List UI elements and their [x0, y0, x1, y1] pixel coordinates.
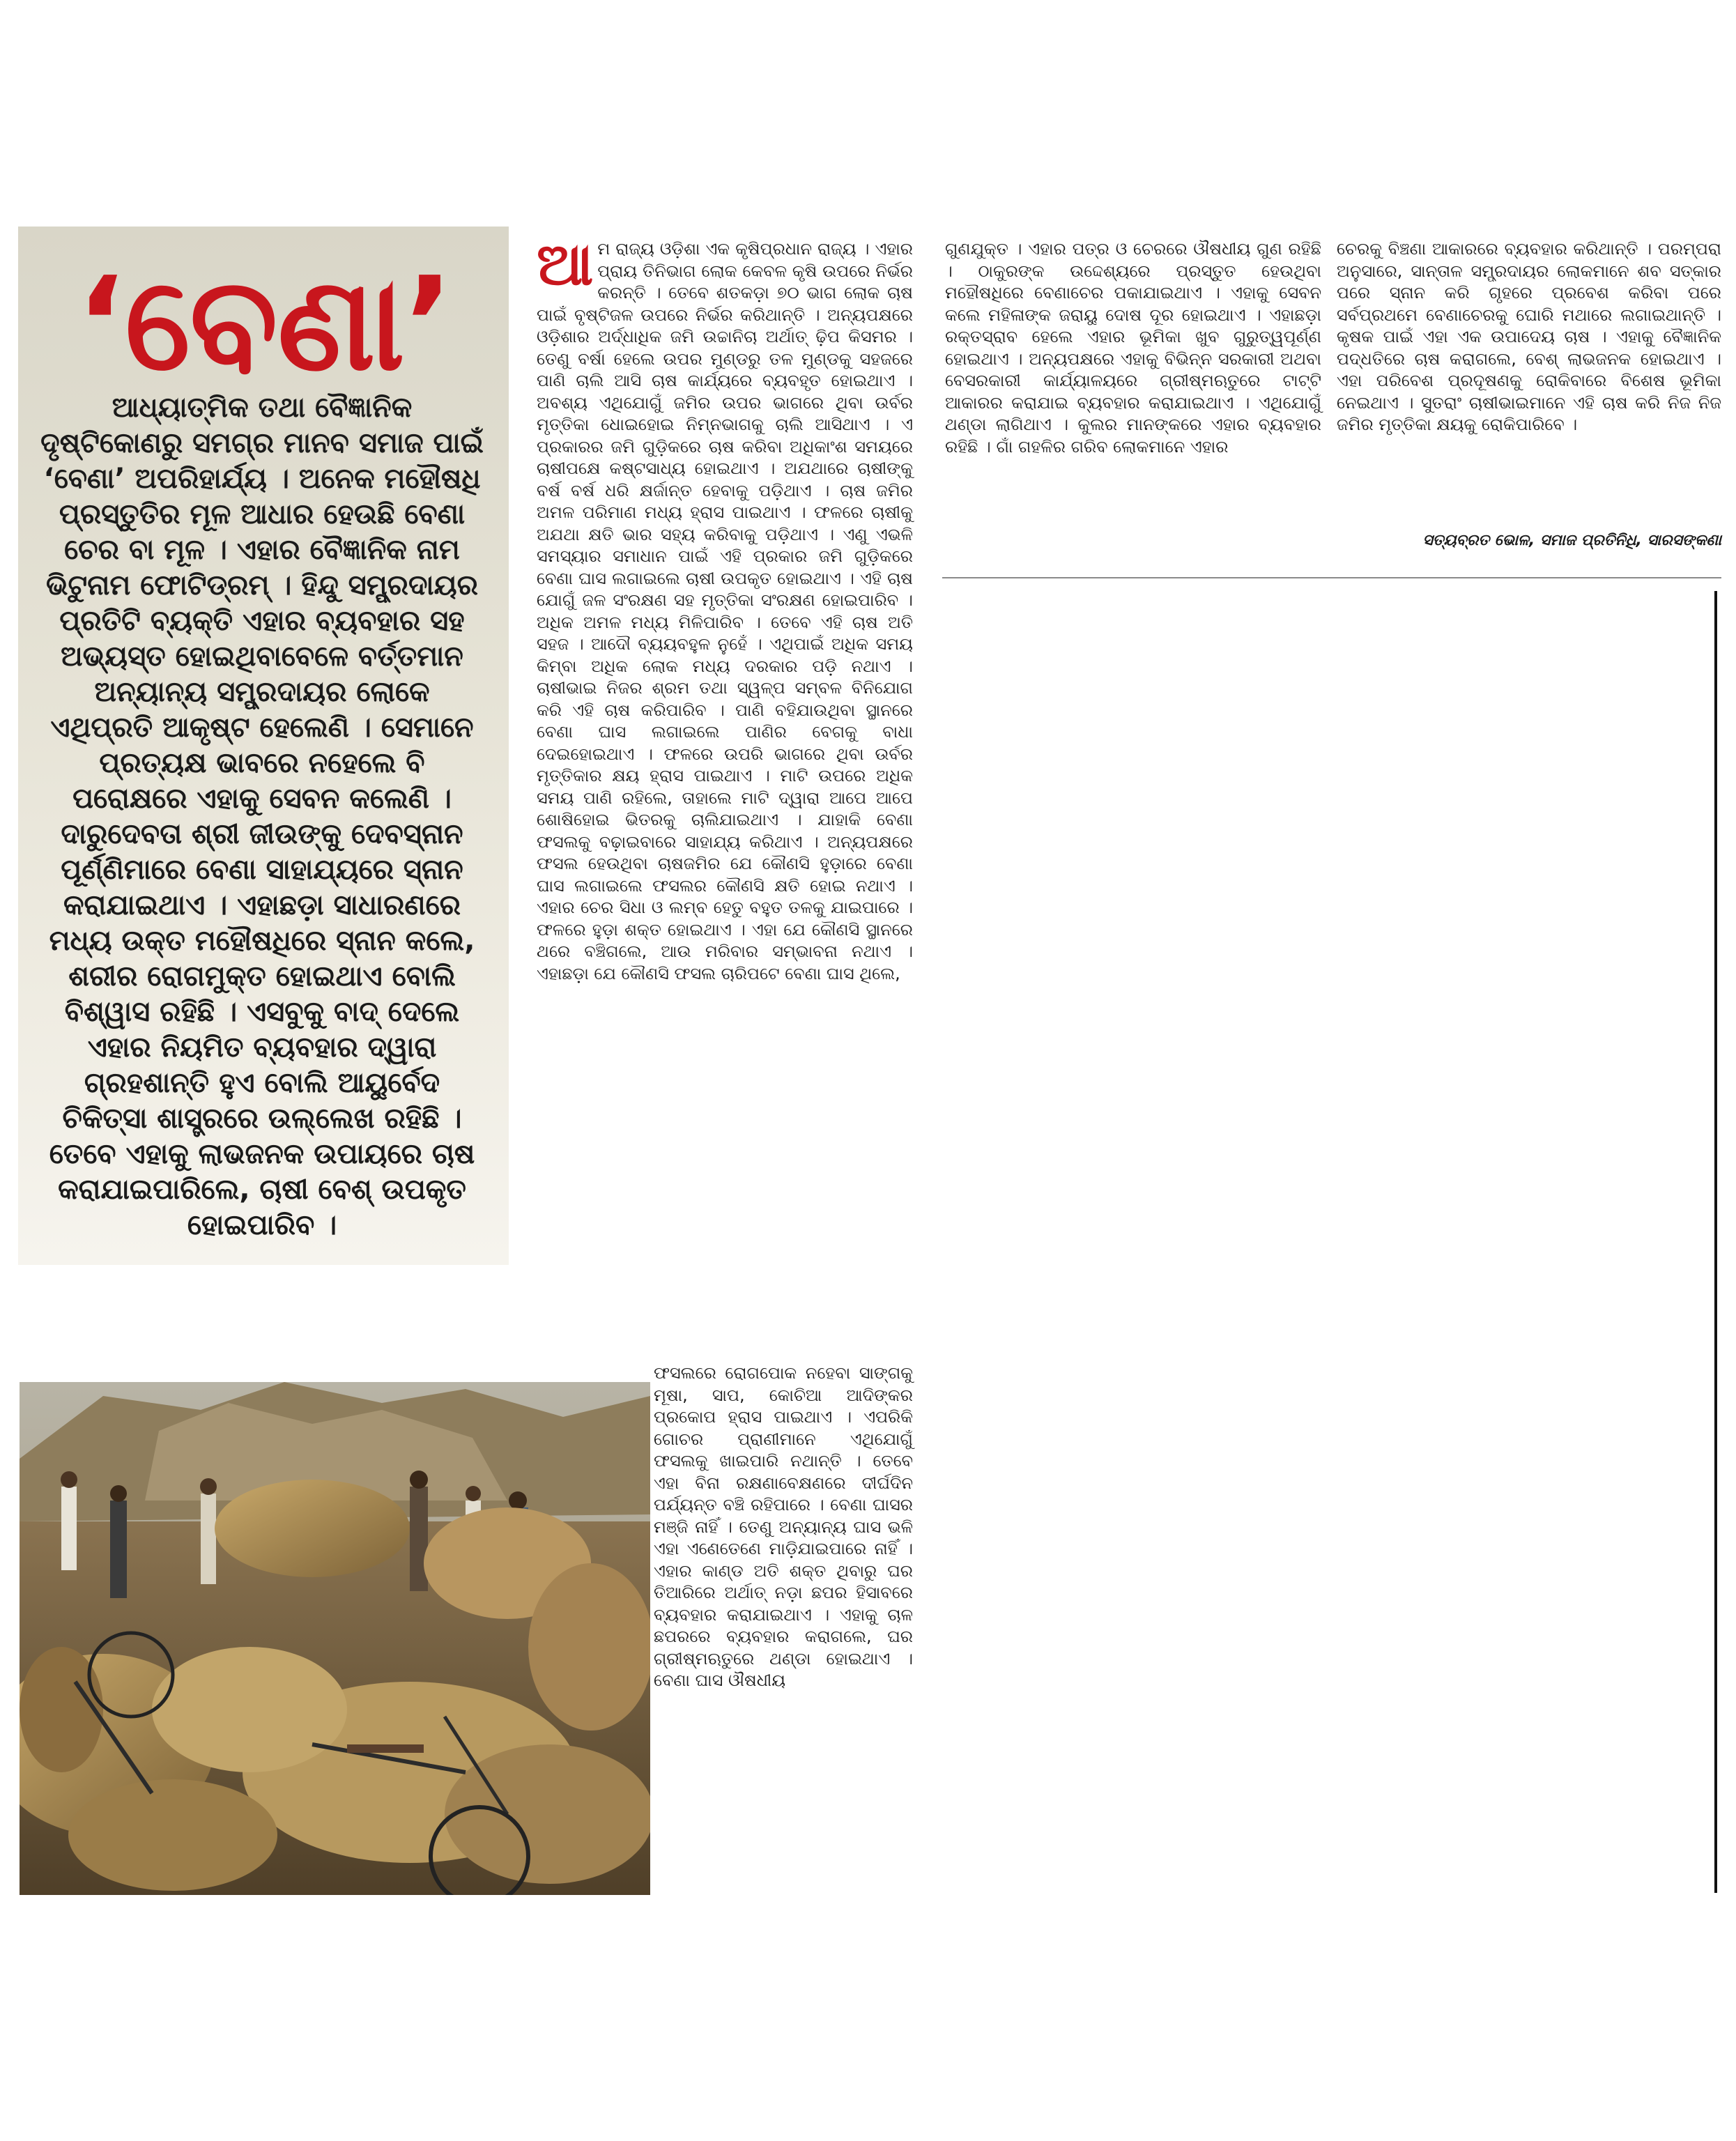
article-column-3: ଚେରକୁ ବିଞ୍ଚଣା ଆକାରରେ ବ୍ୟବହାର କରିଥାନ୍ତି । ପରମ୍ପରା ଅନୁସାରେ, ସାନ୍ତାଳ ସମ୍ପ୍ରଦାୟର ଲୋକମାନେ ଶବ ସତ୍କାର ପରେ ସ୍ନାନ କରି ଗୃହରେ ପ୍ରବେଶ କରିବା ପରେ ସର୍ବପ୍ରଥମେ ବେଣାଚେରକୁ ଘୋରି ମଥାରେ ଲଗାଇଥାନ୍ତି । କୃଷକ ପାଇଁ ଏହା ଏକ ଉପାଦେୟ ଚାଷ । ଏହାକୁ ବୈଜ୍ଞାନିକ ପଦ୍ଧତିରେ ଚାଷ କରାଗଲେ, ବେଶ୍ ଲାଭଜନକ ହୋଇଥାଏ । ଏହା ପରିବେଶ ପ୍ରଦୂଷଣକୁ ରୋକିବାରେ ବିଶେଷ ଭୂମିକା ନେଇଥାଏ । ସୁତରାଂ ଚାଷୀଭାଇମାନେ ଏହି ଚାଷ କରି ନିଜ ନିଜ ଜମିର ମୃତ୍ତିକା କ୍ଷୟକୁ ରୋକିପାରିବେ ।: [1337, 239, 1721, 434]
divider-rule: [942, 577, 1721, 578]
column-1-text: ମ ରାଜ୍ୟ ଓଡ଼ିଶା ଏକ କୃଷିପ୍ରଧାନ ରାଜ୍ୟ । ଏହାର ପ୍ରାୟ ତିନିଭାଗ ଲୋକ କେବଳ କୃଷି ଉପରେ ନିର୍ଭର କରନ୍ତି । ତେବେ ଶତକଡ଼ା ୭୦ ଭାଗ ଲୋକ ଚାଷ ପାଇଁ ବୃଷ୍ଟିଜଳ ଉପରେ ନିର୍ଭର କରିଥାନ୍ତି । ଅନ୍ୟପକ୍ଷରେ ଓଡ଼ିଶାର ଅର୍ଦ୍ଧାଧିକ ଜମି ଉଚ୍ଚାନିଚା ଅର୍ଥାତ୍ ଢ଼ିପ କିସମର । ତେଣୁ ବର୍ଷା ହେଲେ ଉପର ମୁଣ୍ଡରୁ ତଳ ମୁଣ୍ଡକୁ ସହଜରେ ପାଣି ଚାଲି ଆସି ଚାଷ କାର୍ଯ୍ୟରେ ବ୍ୟବହୃତ ହୋଇଥାଏ । ଅବଶ୍ୟ ଏଥିଯୋଗୁଁ ଜମିର ଉପର ଭାଗରେ ଥିବା ଉର୍ବର ମୃତ୍ତିକା ଧୋଇହୋଇ ନିମ୍ନଭାଗକୁ ଚାଲି ଆସିଥାଏ । ଏ ପ୍ରକାରର ଜମି ଗୁଡ଼ିକରେ ଚାଷ କରିବା ଅଧିକାଂଶ ସମୟରେ ଚାଷୀପକ୍ଷେ କଷ୍ଟସାଧ୍ୟ ହୋଇଥାଏ । ଅଯଥାରେ ଚାଷୀଙ୍କୁ ବର୍ଷ ବର୍ଷ ଧରି କ୍ଷର୍ଜାନ୍ତ ହେବାକୁ ପଡ଼ିଥାଏ । ଚାଷ ଜମିର ଅମଳ ପରିମାଣ ମଧ୍ୟ ହ୍ରାସ ପାଇଥାଏ । ଫଳରେ ଚାଷୀକୁ ଅଯଥା କ୍ଷତି ଭାର ସହ୍ୟ କରିବାକୁ ପଡ଼ିଥାଏ । ଏଣୁ ଏଭଳି ସମସ୍ୟାର ସମାଧାନ ପାଇଁ ଏହି ପ୍ରକାର ଜମି ଗୁଡ଼ିକରେ ବେଣା ଘାସ ଲଗାଇଲେ ଚାଷୀ ଉପକୃତ ହୋଇଥାଏ । ଏହି ଚାଷ ଯୋଗୁଁ ଜଳ ସଂରକ୍ଷଣ ସହ ମୃତ୍ତିକା ସଂରକ୍ଷଣ ହୋଇପାରିବ । ଅଧିକ ଅମଳ ମଧ୍ୟ ମିଳିପାରିବ । ତେବେ ଏହି ଚାଷ ଅତି ସହଜ । ଆଦୌ ବ୍ୟୟବହୁଳ ନୁହେଁ । ଏଥିପାଇଁ ଅଧିକ ସମୟ କିମ୍ବା ଅଧିକ ଲୋକ ମଧ୍ୟ ଦରକାର ପଡ଼ି ନଥାଏ । ଚାଷୀଭାଇ ନିଜର ଶ୍ରମ ତଥା ସ୍ୱଳ୍ପ ସମ୍ବଳ ବିନିଯୋଗ କରି ଏହି ଚାଷ କରିପାରିବ । ପାଣି ବହିଯାଉଥିବା ସ୍ଥାନରେ ବେଣା ଘାସ ଲଗାଇଲେ ପାଣିର ବେଗକୁ ବାଧା ଦେଇହୋଇଥାଏ । ଫଳରେ ଉପରି ଭାଗରେ ଥିବା ଉର୍ବର ମୃତ୍ତିକାର କ୍ଷୟ ହ୍ରାସ ପାଇଥାଏ । ମାଟି ଉପରେ ଅଧିକ ସମୟ ପାଣି ରହିଲେ, ତାହାଲେ ମାଟି ଦ୍ୱାରା ଆପେ ଆପେ ଶୋଷିହୋଇ ଭିତରକୁ ଚାଲିଯାଇଥାଏ । ଯାହାକି ବେଣା ଫସଲକୁ ବଢ଼ାଇବାରେ ସାହାଯ୍ୟ କରିଥାଏ । ଅନ୍ୟପକ୍ଷରେ ଫସଲ ହେଉଥିବା ଚାଷଜମିର ଯେ କୌଣସି ହୁଡ଼ାରେ ବେଣା ଘାସ ଲଗାଇଲେ ଫସଲର କୌଣସି କ୍ଷତି ହୋଇ ନଥାଏ । ଏହାର ଚେର ସିଧା ଓ ଲମ୍ବ ହେତୁ ବହୁତ ତଳକୁ ଯାଇପାରେ । ଫଳରେ ହୁଡ଼ା ଶକ୍ତ ହୋଇଥାଏ । ଏହା ଯେ କୌଣସି ସ୍ଥାନରେ ଥରେ ବଞ୍ଚିଗଲେ, ଆଉ ମରିବାର ସମ୍ଭାବନା ନଥାଏ । ଏହାଛଡ଼ା ଯେ କୌଣସି ଫସଲ ଚାରିପଟେ ବେଣା ଘାସ ଥିଲେ,: [537, 239, 913, 983]
intro-text: ଆଧ୍ୟାତ୍ମିକ ତଥା ବୈଜ୍ଞାନିକ ଦୃଷ୍ଟିକୋଣରୁ ସମଗ୍ର ମାନବ ସମାଜ ପାଇଁ ‘ବେଣା’ ଅପରିହାର୍ଯ୍ୟ । ଅନେକ ମହୌଷଧି ପ୍ରସ୍ତୁତିର ମୂଳ ଆଧାର ହେଉଛି ବେଣା ଚେର ବା ମୂଳ । ଏହାର ବୈଜ୍ଞାନିକ ନାମ ଭିଟୁନାମ ଫୋଟିଡ୍ରମ୍ । ହିନ୍ଦୁ ସମ୍ପ୍ରଦାୟର ପ୍ରତିଟି ବ୍ୟକ୍ତି ଏହାର ବ୍ୟବହାର ସହ ଅଭ୍ୟସ୍ତ ହୋଇଥିବାବେଳେ ବର୍ତ୍ତମାନ ଅନ୍ୟାନ୍ୟ ସମ୍ପ୍ରଦାୟର ଲୋକେ ଏଥିପ୍ରତି ଆକୃଷ୍ଟ ହେଲେଣି । ସେମାନେ ପ୍ରତ୍ୟକ୍ଷ ଭାବରେ ନହେଲେ ବି ପରୋକ୍ଷରେ ଏହାକୁ ସେବନ କଲେଣି । ଦାରୁଦେବତା ଶ୍ରୀ ଜୀଉଙ୍କୁ ଦେବସ୍ନାନ ପୂର୍ଣ୍ଣିମାରେ ବେଣା ସାହାଯ୍ୟରେ ସ୍ନାନ କରାଯାଇଥାଏ । ଏହାଛଡ଼ା ସାଧାରଣରେ ମଧ୍ୟ ଉକ୍ତ ମହୌଷଧିରେ ସ୍ନାନ କଲେ, ଶରୀର ରୋଗମୁକ୍ତ ହୋଇଥାଏ ବୋଲି ବିଶ୍ୱାସ ରହିଛି । ଏସବୁକୁ ବାଦ୍ ଦେଲେ ଏହାର ନିୟମିତ ବ୍ୟବହାର ଦ୍ୱାରା ଗ୍ରହଶାନ୍ତି ହୁଏ ବୋଲି ଆୟୁର୍ବେଦ ଚିକିତ୍ସା ଶାସ୍ତ୍ରରେ ଉଲ୍ଲେଖ ରହିଛି । ତେବେ ଏହାକୁ ଲାଭଜନକ ଉପାୟରେ ଚାଷ କରାଯାଇପାରିଲେ, ଚାଷୀ ବେଶ୍ ଉପକୃତ ହୋଇପାରିବ ।: [40, 392, 484, 1241]
headline: ‘ବେଣା’: [76, 249, 454, 399]
article-column-1-continued: ଫସଲରେ ରୋଗପୋକ ନହେବା ସାଙ୍ଗକୁ ମୂଷା, ସାପ, କୋଚିଆ ଆଦିଙ୍କର ପ୍ରକୋପ ହ୍ରାସ ପାଇଥାଏ । ଏପରିକି ଗୋଚର ପ୍ରାଣୀମାନେ ଏଥିଯୋଗୁଁ ଫସଲକୁ ଖାଇପାରି ନଥାନ୍ତି । ତେବେ ଏହା ବିନା ରକ୍ଷଣାବେକ୍ଷଣରେ ଦୀର୍ଘଦିନ ପର୍ଯ୍ୟନ୍ତ ବଞ୍ଚି ରହିପାରେ । ବେଣା ଘାସର ମଞ୍ଜି ନାହିଁ । ତେଣୁ ଅନ୍ୟାନ୍ୟ ଘାସ ଭଳି ଏହା ଏଣେତେଣେ ମାଡ଼ିଯାଇପାରେ ନାହିଁ । ଏହାର କାଣ୍ଡ ଅତି ଶକ୍ତ ଥିବାରୁ ଘର ତିଆରିରେ ଅର୍ଥାତ୍ ନଡ଼ା ଛପର ହିସାବରେ ବ୍ୟବହାର କରାଯାଇଥାଏ । ଏହାକୁ ଚାଳ ଛପରରେ ବ୍ୟବହାର କରାଗଲେ, ଘର ଗ୍ରୀଷ୍ମଋତୁରେ ଥଣ୍ଡା ହୋଇଥାଏ । ବେଣା ଘାସ ଔଷଧୀୟ: [654, 1363, 913, 1690]
article-column-1: [537, 230, 913, 985]
page-edge-rule: [1714, 591, 1717, 1893]
byline: ସତ୍ୟବ୍ରତ ଭୋଳ, ସମାଜ ପ୍ରତିନିଧି, ସାରସଙ୍କଣା: [1422, 532, 1721, 549]
article-photo: [20, 1382, 650, 1895]
dropcap: ଆ: [537, 230, 594, 298]
article-column-2: ଗୁଣଯୁକ୍ତ । ଏହାର ପତ୍ର ଓ ଚେରରେ ଔଷଧୀୟ ଗୁଣ ରହିଛି । ଠାକୁରଙ୍କ ଉଦ୍ଦେଶ୍ୟରେ ପ୍ରସ୍ତୁତ ହେଉଥିବା ମହୌଷଧିରେ ବେଣାଚେର ପକାଯାଇଥାଏ । ଏହାକୁ ସେବନ କଲେ ମହିଳାଙ୍କ ଜରାୟୁ ଦୋଷ ଦୂର ହୋଇଥାଏ । ଏହାଛଡ଼ା ରକ୍ତସ୍ରାବ ହେଲେ ଏହାର ଭୂମିକା ଖୁବ ଗୁରୁତ୍ୱପୂର୍ଣ୍ଣ ହୋଇଥାଏ । ଅନ୍ୟପକ୍ଷରେ ଏହାକୁ ବିଭିନ୍ନ ସରକାରୀ ଅଥବା ବେସରକାରୀ କାର୍ଯ୍ୟାଳୟରେ ଗ୍ରୀଷ୍ମଋତୁରେ ଟାଟ୍ଟି ଆକାରର କରାଯାଇ ବ୍ୟବହାର କରାଯାଇଥାଏ । ଏଥିଯୋଗୁଁ ଥଣ୍ଡା ଲାଗିଥାଏ । କୁଲର ମାନଙ୍କରେ ଏହାର ବ୍ୟବହାର ରହିଛି । ଗାଁ ଗହଳିର ଗରିବ ଲୋକମାନେ ଏହାର: [945, 239, 1321, 456]
